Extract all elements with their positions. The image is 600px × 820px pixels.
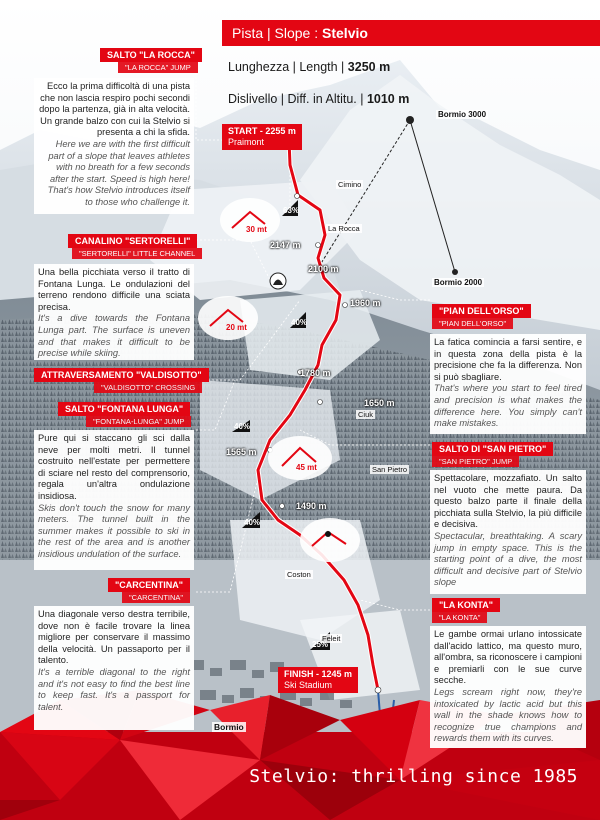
slope-title-bar [222, 20, 600, 46]
section-title: "LA KONTA" [432, 598, 500, 612]
slope-name: Stelvio [322, 25, 368, 41]
description-en: It's a dive towards the Fontana Lunga part. The surface is uneven and that makes it difficult to be precise while skiing. [38, 313, 190, 359]
section-subtitle: "LA KONTA" [432, 612, 487, 623]
section-subtitle: "LA ROCCA" JUMP [118, 62, 198, 73]
section-title: "PIAN DELL'ORSO" [432, 304, 531, 318]
description-it: La fatica comincia a farsi sentire, e in questa zona della pista è la precisione che fa la differenza. Non si può sbagliare. [434, 337, 582, 382]
section-subtitle: "VALDISOTTO" CROSSING [94, 382, 202, 393]
pian-orso-description [430, 334, 586, 434]
altitude-label: 2147 m [270, 240, 301, 250]
start-label: START - 2255 m [228, 126, 296, 136]
description-en: Spectacular, breathtaking. A scary jump in empty space. This is the starting point of a dive, the most difficult and decisive part of Stelvio slope [434, 530, 582, 588]
place-label: Cimino [338, 180, 362, 189]
slope-gradient: 63% [283, 206, 300, 215]
tunnel-icon [270, 273, 286, 289]
section-subtitle: "CARCENTINA" [122, 592, 190, 603]
place-label: Bormio 2000 [434, 278, 483, 287]
san-pietro-description [430, 470, 586, 594]
place-label: San Pietro [372, 465, 408, 474]
section-subtitle: "SAN PIETRO" JUMP [432, 456, 519, 467]
description-en: Skis don't touch the snow for many meters. The tunnel built in the summer makes it possible to ski in the rest of the area and is another insidious undulation of the surface. [38, 502, 190, 559]
altitude-label: 1650 m [364, 398, 395, 408]
altitude-label: 1565 m [226, 447, 257, 457]
slope-title-prefix: Pista | Slope : [232, 25, 323, 41]
section-title: SALTO "LA ROCCA" [100, 48, 202, 62]
la-rocca-description [34, 78, 194, 214]
slope-gradient: 40% [244, 518, 261, 527]
start-tag [222, 124, 302, 150]
la-konta-description [430, 626, 586, 748]
description-en: Here we are with the first difficult part of a slope that leaves athletes with no breath for a few seconds after the start. Speed is high here! That's how Stelvio introduces itself to those who challenge it. [47, 138, 190, 207]
section-subtitle: "FONTANA-LUNGA" JUMP [86, 416, 191, 427]
finish-place: Ski Stadium [284, 680, 333, 690]
slope-gradient: 40% [291, 318, 308, 327]
place-label: Ciuk [358, 410, 374, 419]
section-title: ATTRAVERSAMENTO "VALDISOTTO" [34, 368, 209, 382]
place-label: Coston [287, 570, 311, 579]
carcentina-description [34, 606, 194, 730]
description-it: Una diagonale verso destra terribile, dove non è facile trovare la linea migliore per conservare il massimo della velocità. Un passaporto per il talento. [38, 609, 190, 666]
section-title: "CARCENTINA" [108, 578, 190, 592]
description-it: Pure qui si staccano gli sci dalla neve per molti metri. Il tunnel costruito nell'estate per permettere di sciare nel resto del comprensorio, regala un'altra ondulazione insidiosa. [38, 433, 190, 501]
altitude-label: 1490 m [296, 501, 327, 511]
altitude-label: 1960 m [350, 298, 381, 308]
length-value: 3250 m [347, 60, 391, 74]
drop-stat [228, 92, 409, 106]
footer-tagline: Stelvio: thrilling since 1985 [249, 766, 578, 787]
place-label: Bormio 3000 [438, 110, 487, 119]
description-it: Spettacolare, mozzafiato. Un salto nel vuoto che mette paura. Da questo balzo parte il finale della picchiata sulla Stelvio, la più difficile e decisiva. [434, 473, 582, 530]
altitude-label: 2100 m [308, 264, 339, 274]
length-stat [228, 60, 390, 74]
jump-length: 20 mt [226, 323, 247, 332]
place-label: Feleit [322, 634, 341, 643]
finish-tag [278, 667, 358, 693]
place-label: La Rocca [328, 224, 360, 233]
description-it: Una bella picchiata verso il tratto di Fontana Lunga. Le ondulazioni del terreno rendono difficile una sciata precisa. [38, 267, 190, 312]
section-subtitle: "SERTORELLI" LITTLE CHANNEL [72, 248, 202, 259]
fontana-lunga-description [34, 430, 194, 570]
section-title: CANALINO "SERTORELLI" [68, 234, 197, 248]
start-place: Praimont [228, 137, 265, 147]
altitude-label: 1780 m [300, 368, 331, 378]
description-it: Ecco la prima difficoltà di una pista che non lascia respiro pochi secondi dopo la partenza, già in alta velocità. Un grande balzo con cui la Stelvio si presenta a chi la sfida. [39, 81, 190, 138]
jump-length: 30 mt [246, 225, 267, 234]
section-subtitle: "PIAN DELL'ORSO" [432, 318, 513, 329]
finish-label: FINISH - 1245 m [284, 669, 353, 679]
description-en: It's a terrible diagonal to the right and it's not easy to find the best line to keep fast. It's a passport for talent. [38, 666, 190, 712]
jump-length: 45 mt [296, 463, 317, 472]
drop-label: Dislivello | Diff. in Altitu. | [228, 92, 367, 106]
place-label: Bormio [214, 722, 244, 732]
length-label: Lunghezza | Length | [228, 60, 348, 74]
section-title: SALTO DI "SAN PIETRO" [432, 442, 553, 456]
drop-value: 1010 m [366, 92, 410, 106]
description-it: Le gambe ormai urlano intossicate dall'acido lattico, ma questo muro, all'ombra, sa riconoscere i campioni e premiarli con le sue curve secche. [434, 629, 582, 686]
slope-gradient: 40% [234, 422, 251, 431]
description-en: That's where you start to feel tired and precision is what makes the difference here. You simply can't make mistakes. [434, 383, 582, 429]
section-title: SALTO "FONTANA LUNGA" [58, 402, 190, 416]
description-en: Legs scream right now, they're intoxicated by lactic acid but this wall in the shade knows how to recognize true champions and rewards them with its curves. [434, 686, 582, 744]
slope-gradient: 25% [312, 640, 329, 649]
sertorelli-description [34, 264, 194, 360]
